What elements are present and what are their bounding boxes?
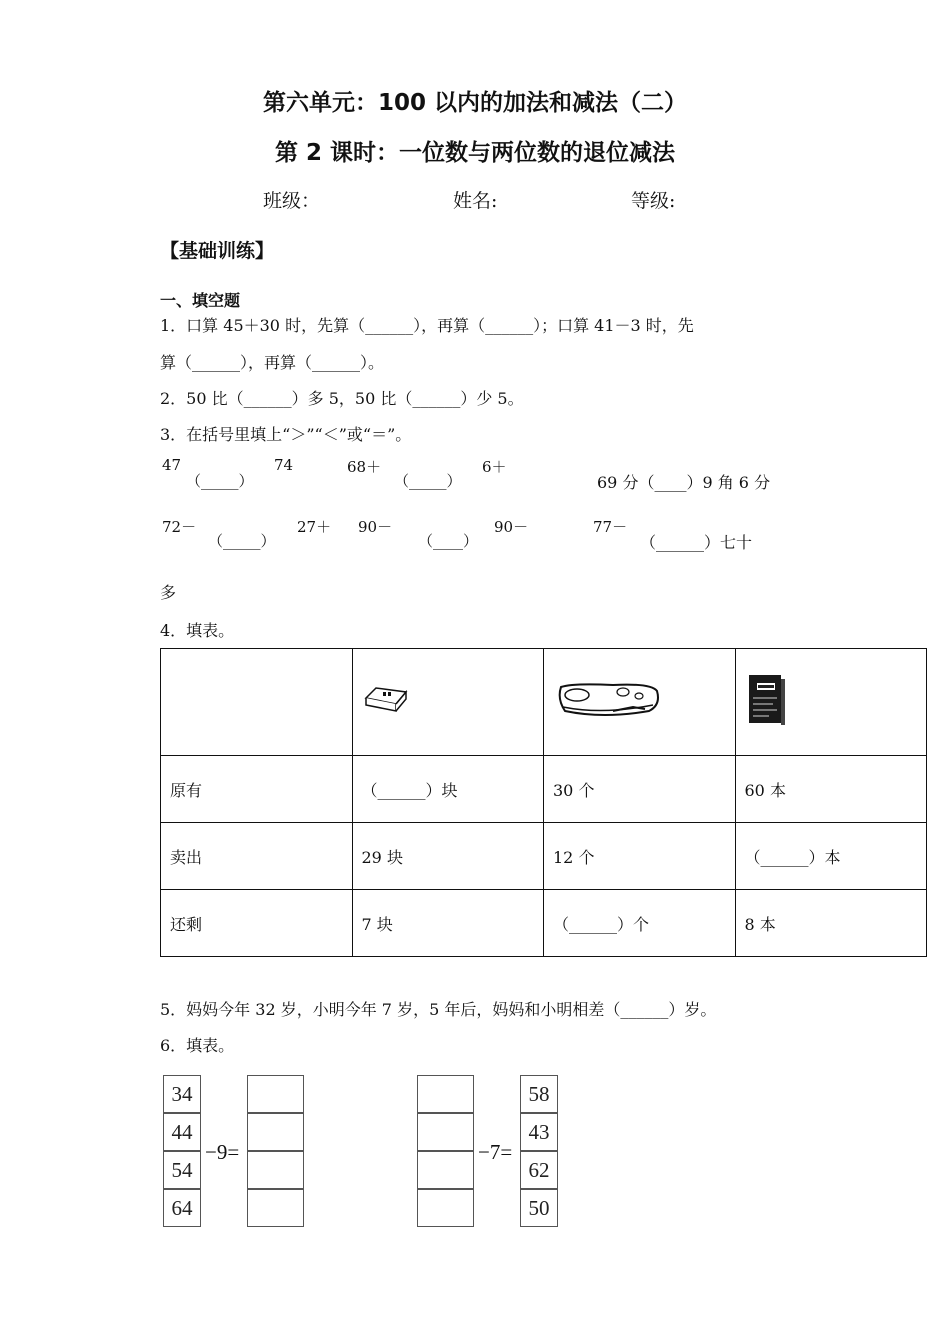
q3-row2-a-left: 72－ [162, 518, 197, 536]
name-label: 姓名: [453, 190, 498, 212]
table-header-book [735, 649, 927, 756]
right-operator: −7= [478, 1140, 513, 1164]
table-cell: 30 个 [544, 756, 736, 823]
table-cell[interactable]: （______）块 [352, 756, 544, 823]
q3-row2-a-right: 27＋ [297, 518, 332, 536]
q3-row2-c-blank[interactable]: （______）七十 [640, 533, 753, 552]
table-cell[interactable]: （______）本 [735, 823, 927, 890]
q3-row1-b-blank[interactable]: （_____） [394, 472, 462, 490]
page-title: 第六单元：100 以内的加法和减法（二） [262, 90, 688, 116]
table-header-pencil-case [544, 649, 736, 756]
table-row [161, 823, 927, 890]
right-result-cell: 58 [520, 1075, 558, 1113]
row-label: 还剩 [161, 890, 353, 957]
right-result-cell: 43 [520, 1113, 558, 1151]
q3-row2-b-blank[interactable]: （____） [418, 532, 479, 550]
q3-row1-a-left: 47 [162, 456, 182, 474]
table-cell: 60 本 [735, 756, 927, 823]
book-icon [745, 671, 787, 729]
left-input-cell: 44 [163, 1113, 201, 1151]
table-header-eraser [352, 649, 544, 756]
right-input-cell[interactable] [417, 1075, 474, 1113]
right-input-cell[interactable] [417, 1113, 474, 1151]
right-result-cell: 50 [520, 1189, 558, 1227]
fill-table [160, 648, 927, 957]
table-row [161, 756, 927, 823]
part-title: 一、填空题 [160, 291, 241, 310]
table-header-row [161, 649, 927, 756]
page-subtitle: 第 2 课时：一位数与两位数的退位减法 [274, 140, 676, 166]
q3-row2-c-left: 77－ [593, 518, 628, 536]
eraser-icon [362, 680, 410, 720]
pencil-case-icon [553, 677, 663, 723]
right-result-cell: 62 [520, 1151, 558, 1189]
q3-row2-b-right: 90－ [494, 518, 529, 536]
table-cell: 12 个 [544, 823, 736, 890]
table-cell: 29 块 [352, 823, 544, 890]
left-operator: −9= [205, 1140, 240, 1164]
question-3-prompt: 3．在括号里填上“＞”“＜”或“＝”。 [160, 425, 412, 444]
q3-row1-b-left: 68＋ [347, 458, 382, 476]
right-input-cell[interactable] [417, 1189, 474, 1227]
left-input-cell: 64 [163, 1189, 201, 1227]
q3-row2-a-blank[interactable]: （_____） [208, 532, 276, 550]
q3-row1-b-right: 6＋ [482, 458, 507, 476]
table-corner-cell [161, 649, 353, 756]
left-answer-cell[interactable] [247, 1075, 304, 1113]
table-cell: 8 本 [735, 890, 927, 957]
left-input-cell: 54 [163, 1151, 201, 1189]
question-5: 5．妈妈今年 32 岁，小明今年 7 岁，5 年后，妈妈和小明相差（______）岁。 [160, 1000, 717, 1019]
table-cell: 7 块 [352, 890, 544, 957]
q3-row1-a-right: 74 [274, 456, 294, 474]
right-input-cell[interactable] [417, 1151, 474, 1189]
question-4-prompt: 4．填表。 [160, 621, 235, 640]
question-1-line-2: 算（______），再算（______）。 [160, 353, 385, 372]
left-answer-cell[interactable] [247, 1151, 304, 1189]
left-answer-cell[interactable] [247, 1189, 304, 1227]
q3-row1-c: 69 分（____）9 角 6 分 [597, 473, 771, 492]
row-label: 原有 [161, 756, 353, 823]
table-cell[interactable]: （______）个 [544, 890, 736, 957]
row-label: 卖出 [161, 823, 353, 890]
class-label: 班级： [263, 190, 321, 212]
question-2: 2．50 比（______）多 5，50 比（______）少 5。 [160, 389, 524, 408]
table-row [161, 890, 927, 957]
q3-row1-a-blank[interactable]: （_____） [186, 472, 254, 490]
section-title: 【基础训练】 [160, 240, 275, 262]
question-6-prompt: 6．填表。 [160, 1036, 235, 1055]
q3-row2-b-left: 90－ [358, 518, 393, 536]
left-answer-cell[interactable] [247, 1113, 304, 1151]
q3-continuation: 多 [160, 583, 177, 602]
question-1-line-1: 1．口算 45＋30 时，先算（______），再算（______）；口算 41－3 时，先 [160, 316, 694, 335]
left-input-cell: 34 [163, 1075, 201, 1113]
grade-label: 等级: [631, 190, 676, 212]
